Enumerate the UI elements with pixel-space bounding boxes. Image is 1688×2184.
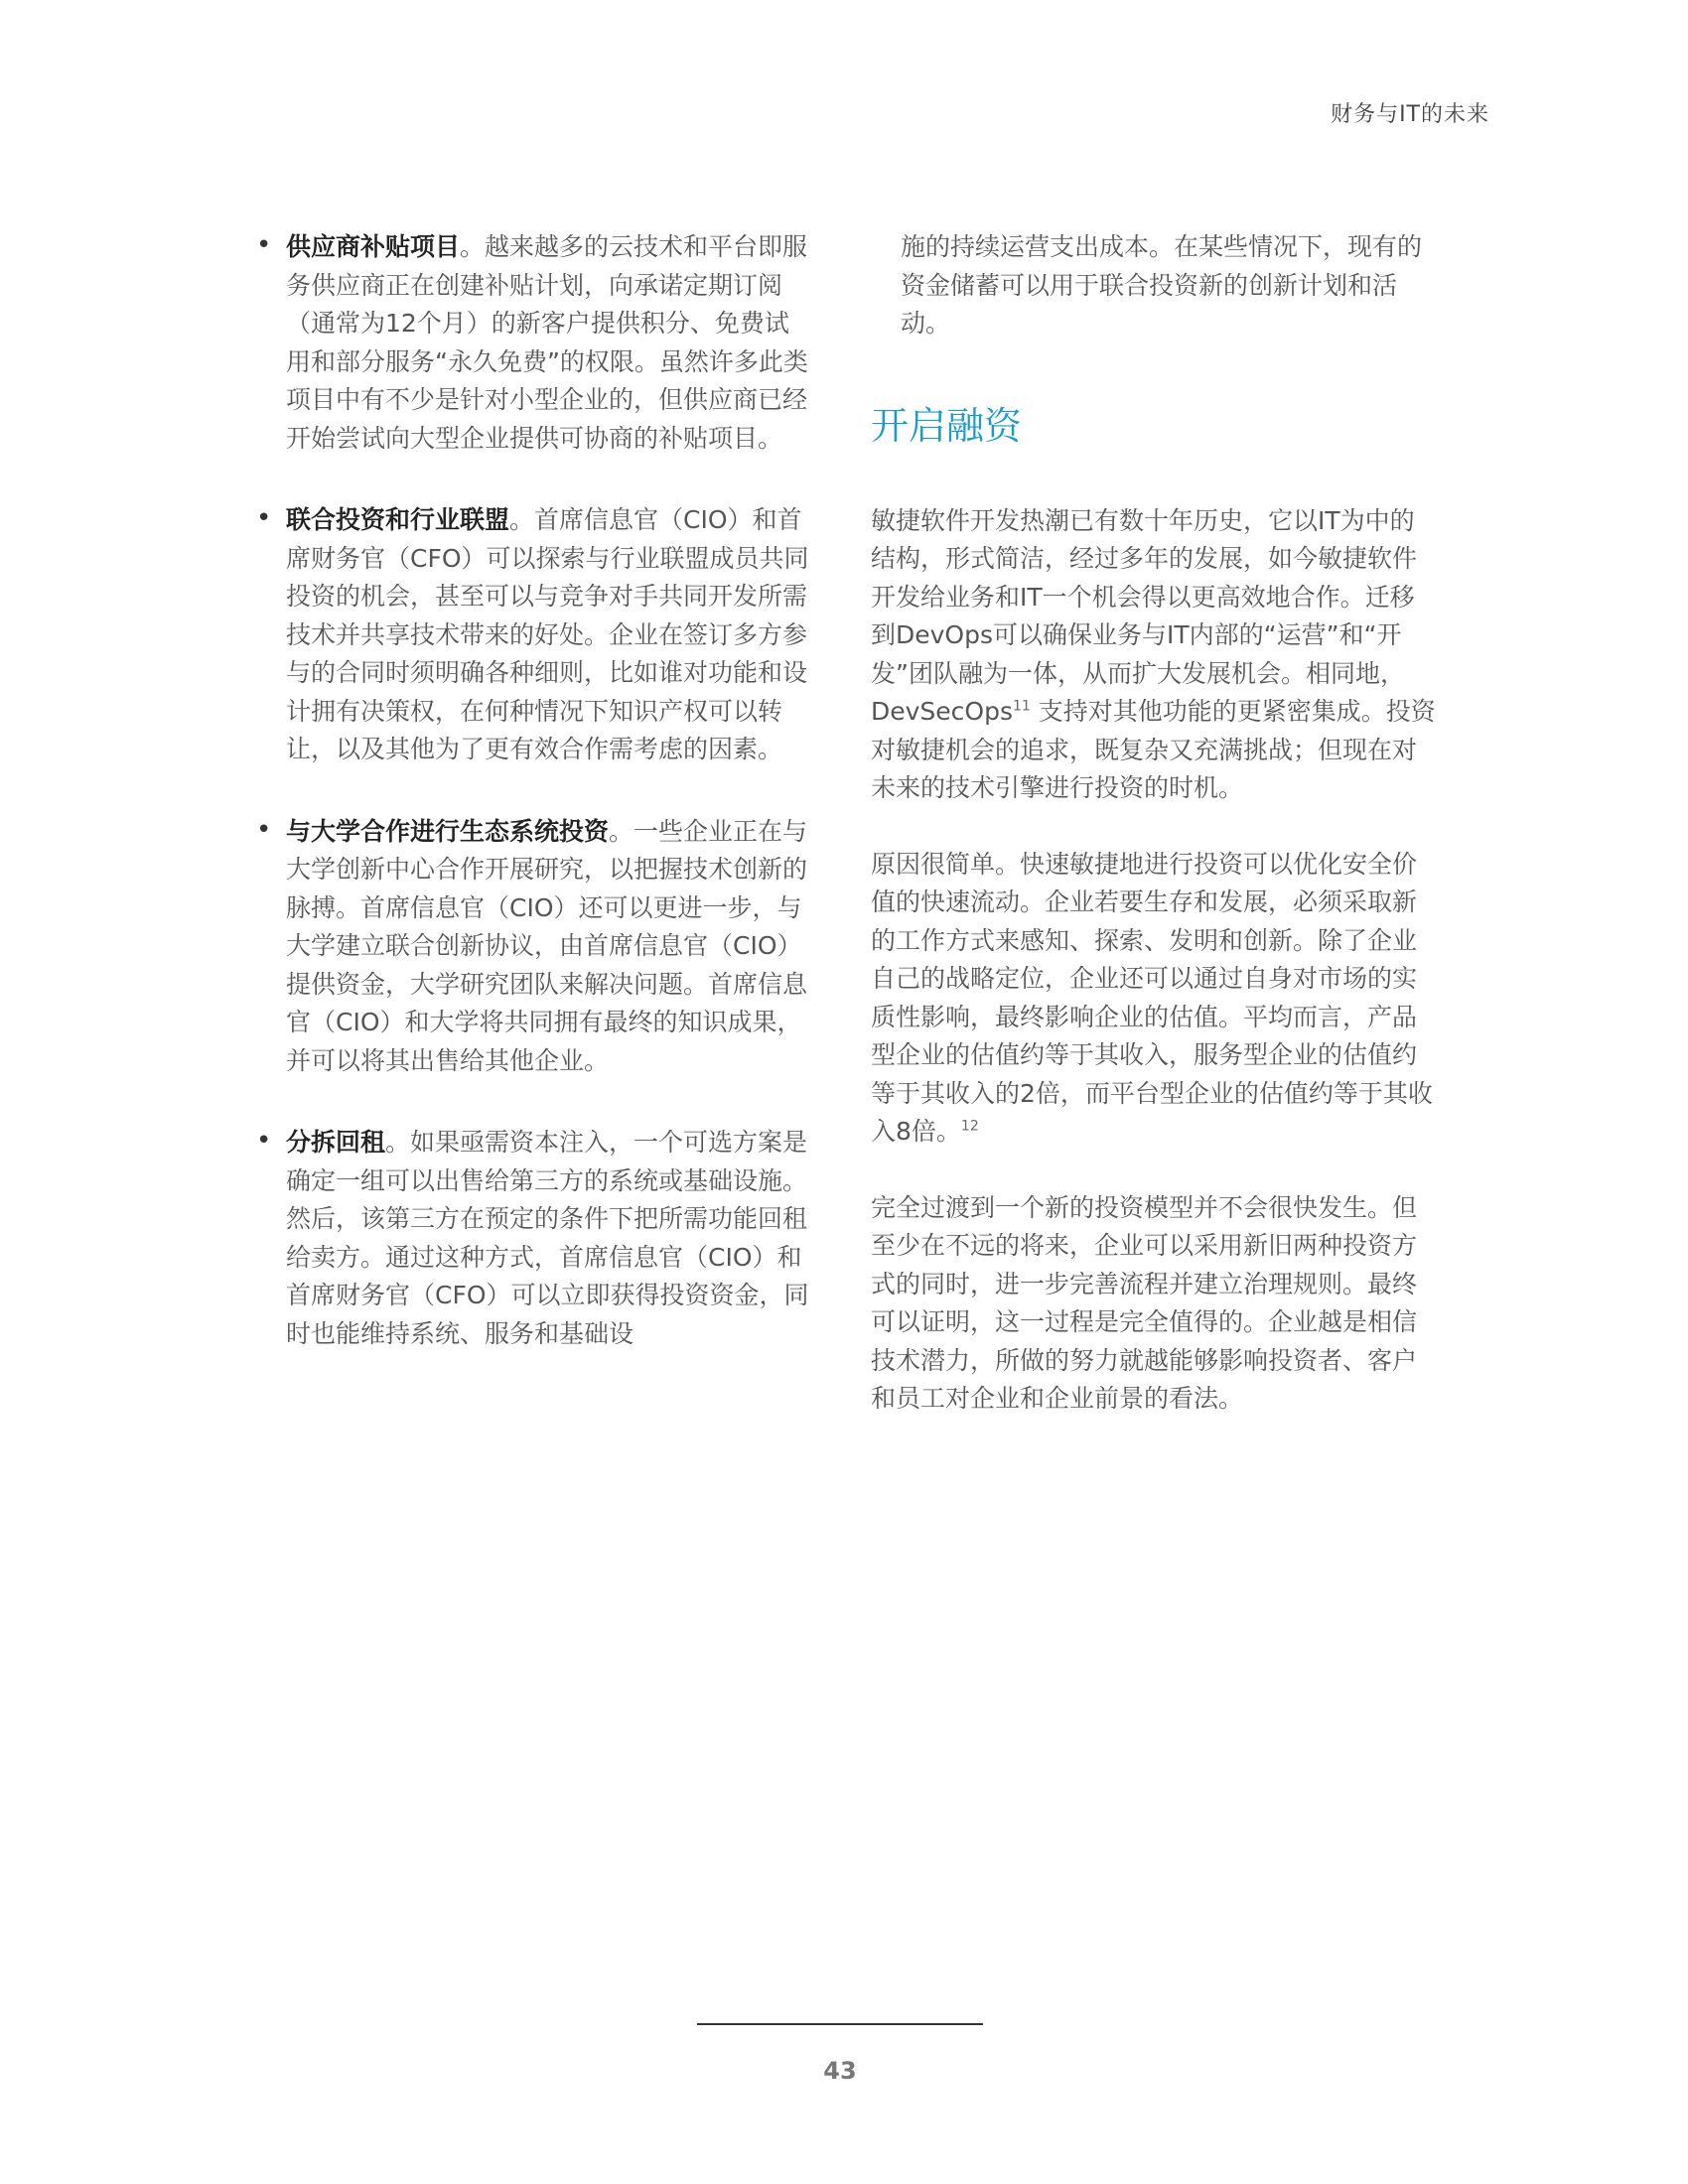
bullet-body: 。如果亟需资本注入，一个可选方案是确定一组可以出售给第三方的系统或基础设施。然后，该第三方在预定的条件下把所需功能回租给卖方。通过这种方式，首席信息官（CIO）和首席财务官（CFO）可以立即获得投资资金，同时也能维持系统、服务和基础设 (286, 1128, 809, 1348)
bullet-body: 。首席信息官（CIO）和首席财务官（CFO）可以探索与行业联盟成员共同投资的机会，甚至可以与竞争对手共同开发所需技术并共享技术带来的好处。企业在签订多方参与的合同时须明确各种细则，比如谁对功能和设计拥有决策权，在何种情况下知识产权可以转让，以及其他为了更有效合作需考虑的因素。 (286, 505, 809, 763)
section-title: 开启融资 (871, 403, 1023, 448)
bullet-item-co-investment (256, 501, 812, 769)
bullet-body: 。一些企业正在与大学创新中心合作开展研究，以把握技术创新的脉搏。首席信息官（CIO）还可以更进一步，与大学建立联合创新协议，由首席信息官（CIO）提供资金，大学研究团队来解决问题。首席信息官（CIO）和大学将共同拥有最终的知识成果，并可以将其出售给其他企业。 (286, 816, 808, 1075)
running-header: 财务与IT的未来 (1331, 102, 1489, 127)
body-paragraph-agile: 敏捷软件开发热潮已有数十年历史，它以IT为中的结构，形式简洁，经过多年的发展，如今敏捷软件开发给业务和IT一个机会得以更高效地合作。迁移到DevOps可以确保业务与IT内部的“运营”和“开发”团队融为一体，从而扩大发展机会。相同地，DevSecOps$^{11}$ 支持对其他功能的更紧密集成。投资对敏捷机会的追求，既复杂又充满挑战；但现在对未来的技术引擎进行投资的时机。 (871, 505, 1436, 802)
bullet-lead: 供应商补贴项目 (286, 232, 461, 261)
bullet-item-vendor-subsidy (256, 228, 812, 458)
page-number: 43 (823, 2057, 857, 2085)
bullet-item-university-ecosystem (256, 813, 812, 1081)
footnote-ref: 11 (1013, 698, 1031, 715)
bullet-marker: • (256, 230, 272, 260)
footer-divider (697, 2023, 983, 2025)
bullet-continuation: 施的持续运营支出成本。在某些情况下，现有的资金储蓄可以用于联合投资新的创新计划和活动。 (901, 232, 1423, 338)
body-paragraph-transition: 完全过渡到一个新的投资模型并不会很快发生。但至少在不远的将来，企业可以采用新旧两种投资方式的同时，进一步完善流程并建立治理规则。最终可以证明，这一过程是完全值得的。企业越是相信技术潜力，所做的努力就越能够影响投资者、客户和员工对企业和企业前景的看法。 (871, 1192, 1418, 1413)
bullet-marker: • (256, 1126, 272, 1156)
bullet-text (286, 501, 812, 769)
body-paragraph-valuation: 原因很简单。快速敏捷地进行投资可以优化安全价值的快速流动。企业若要生存和发展，必须采取新的工作方式来感知、探索、发明和创新。除了企业自己的战略定位，企业还可以通过自身对市场的实质性影响，最终影响企业的估值。平均而言，产品型企业的估值约等于其收入，服务型企业的估值约等于其收入的2倍，而平台型企业的估值约等于其收入8倍。$^{12}$ (871, 849, 1433, 1146)
bullet-text (286, 813, 812, 1081)
bullet-body: 。越来越多的云技术和平台即服务供应商正在创建补贴计划，向承诺定期订阅（通常为12个月）的新客户提供积分、免费试用和部分服务“永久免费”的权限。虽然许多此类项目中有不少是针对小型企业的，但供应商已经开始尝试向大型企业提供可协商的补贴项目。 (286, 232, 808, 453)
bullet-marker: • (256, 503, 272, 533)
bullet-text (286, 228, 812, 458)
bullet-lead: 与大学合作进行生态系统投资 (286, 816, 610, 846)
bullet-marker: • (256, 814, 272, 845)
bullet-lead: 分拆回租 (286, 1128, 386, 1157)
left-column (256, 228, 812, 1397)
bullet-lead: 联合投资和行业联盟 (286, 505, 510, 534)
bullet-item-sale-leaseback (256, 1124, 812, 1353)
bullet-text (286, 1124, 812, 1353)
footnote-ref: 12 (960, 1118, 979, 1135)
right-column (871, 228, 1437, 1456)
